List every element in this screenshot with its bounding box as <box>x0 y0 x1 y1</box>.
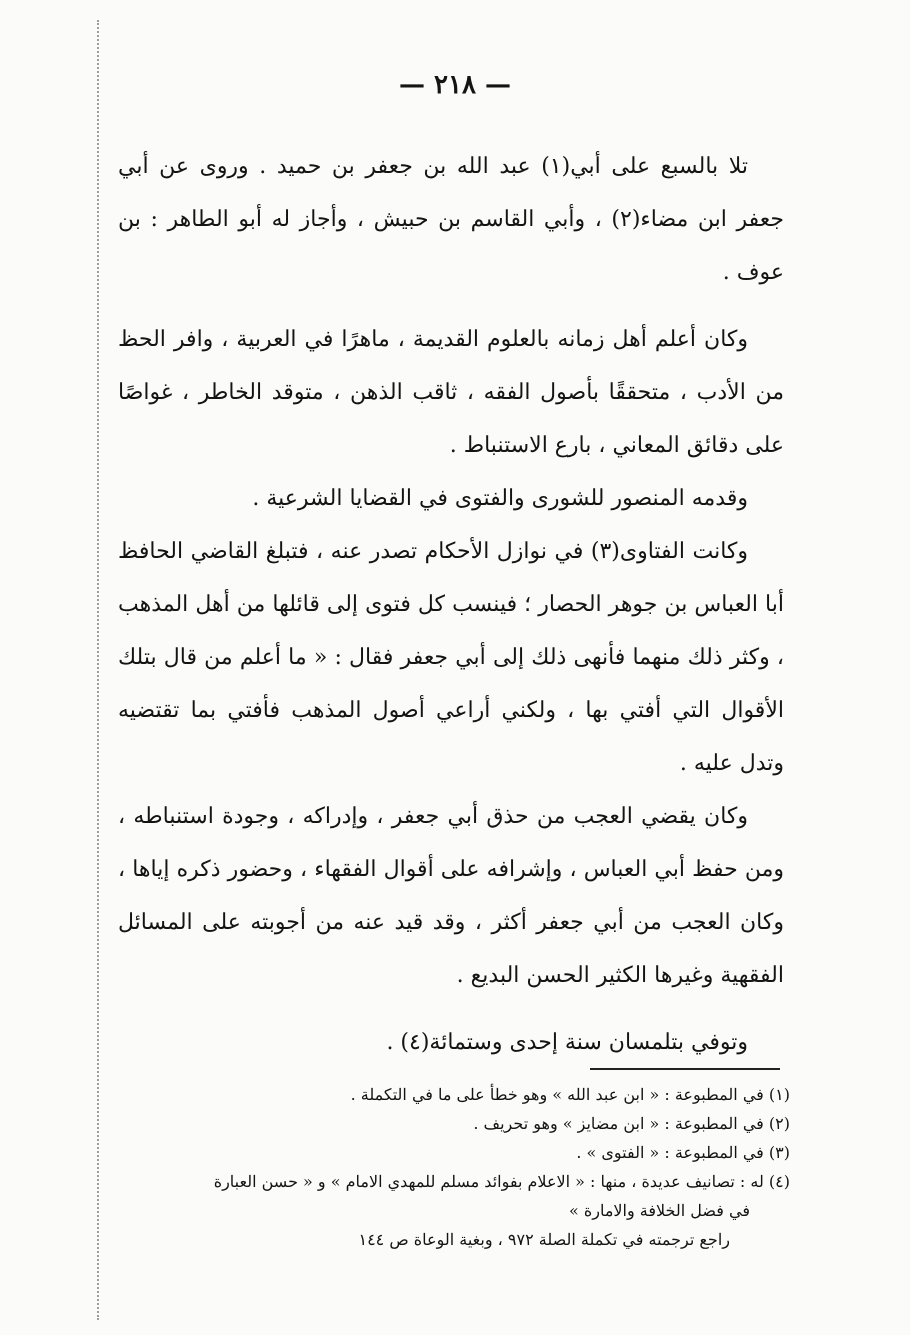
paragraph: وكان أعلم أهل زمانه بالعلوم القديمة ، ماهرًا في العربية ، وافر الحظ من الأدب ، متحققًا بأصول الفقه ، ثاقب الذهن ، متوقد الخاطر ، غواصًا على دقائق المعاني ، بارع الاستنباط . <box>118 327 784 458</box>
paragraph: وكانت الفتاوى(٣) في نوازل الأحكام تصدر عنه ، فتبلغ القاضي الحافظ أبا العباس بن جوهر الحصار ؛ فينسب كل فتوى إلى قائلها من أهل المذهب ، وكثر ذلك منهما فأنهى ذلك إلى أبي جعفر فقال : « ما أعلم من قال بتلك الأقوال التي أفتي بها ، ولكني أراعي أصول المذهب فأفتي بما تقتضيه وتدل عليه . <box>118 539 784 776</box>
footnote: (٢) في المطبوعة : « ابن مضايز » وهو تحريف . <box>473 1114 790 1133</box>
footnote-continuation: في فضل الخلافة والامارة » <box>568 1201 750 1220</box>
page-number: — ٢١٨ — <box>398 70 512 100</box>
footnote: (١) في المطبوعة : « ابن عبد الله » وهو خطأ على ما في التكملة . <box>350 1085 790 1104</box>
paragraph: وكان يقضي العجب من حذق أبي جعفر ، وإدراكه ، وجودة استنباطه ، ومن حفظ أبي العباس ، وإشرافه على أقوال الفقهاء ، وحضور ذكره إياها ، وكان العجب من أبي جعفر أكثر ، وقد قيد عنه من أجوبته على المسائل الفقهية وغيرها الكثير الحسن البديع . <box>118 804 784 988</box>
paragraph: وقدمه المنصور للشورى والفتوى في القضايا الشرعية . <box>252 486 748 511</box>
footnote-divider <box>590 1068 780 1070</box>
binding-edge <box>97 20 99 1320</box>
paragraph: وتوفي بتلمسان سنة إحدى وستمائة(٤) . <box>386 1030 748 1055</box>
body-text <box>118 140 784 1069</box>
footnotes <box>110 1080 790 1254</box>
footnote: (٤) له : تصانيف عديدة ، منها : « الاعلام بفوائد مسلم للمهدي الامام » و « حسن العبارة <box>213 1172 790 1191</box>
footnote: (٣) في المطبوعة : « الفتوى » . <box>576 1143 790 1162</box>
paragraph: تلا بالسبع على أبي(١) عبد الله بن جعفر بن حميد . وروى عن أبي جعفر ابن مضاء(٢) ، وأبي القاسم بن حبيش ، وأجاز له أبو الطاهر : بن عوف . <box>118 154 784 285</box>
footnote-reference: راجع ترجمته في تكملة الصلة ٩٧٢ ، وبغية الوعاة ص ١٤٤ <box>358 1230 730 1249</box>
